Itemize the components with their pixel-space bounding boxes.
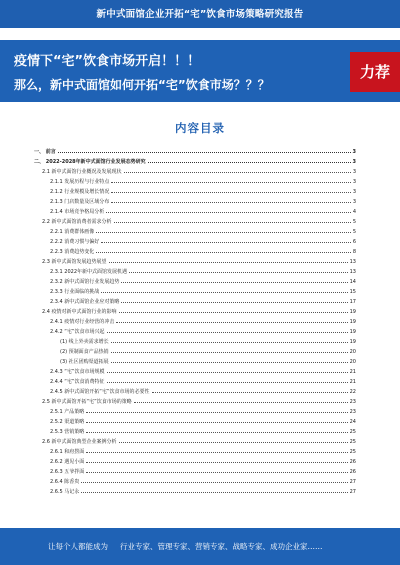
toc-leader-dots [111,352,348,353]
toc-leader-dots [107,382,348,383]
toc-leader-dots [111,202,350,203]
toc-page-number: 3 [352,199,356,205]
toc-page-number: 3 [352,149,356,155]
toc-entry[interactable] [34,325,356,335]
toc-entry[interactable] [34,255,356,265]
toc-entry[interactable] [34,155,356,165]
toc-entry[interactable] [34,285,356,295]
toc-leader-dots [119,312,348,313]
toc-page-number: 22 [349,389,356,395]
toc-leader-dots [107,332,348,333]
toc-entry-text: (2) 预制面食产品热销 [60,349,109,355]
toc-page-number: 26 [349,459,356,465]
toc-page-number: 13 [349,259,356,265]
toc-entry-text: 2.4.3 “宅”饮食市场规模 [50,369,105,375]
toc-entry[interactable] [34,455,356,465]
toc-entry[interactable] [34,375,356,385]
toc-leader-dots [134,402,348,403]
toc-entry-text: 2.4.4 “宅”饮食消费特征 [50,379,105,385]
toc-leader-dots [101,242,351,243]
toc-leader-dots [107,372,348,373]
toc-entry[interactable] [34,415,356,425]
toc-page-number: 5 [352,219,356,225]
toc-entry-text: 2.2.3 消费趋势变化 [50,249,95,255]
toc-entry-text: 2.2.1 消费群体画像 [50,229,95,235]
toc-entry-text: 2.3.3 行业面临的挑战 [50,289,100,295]
toc-entry[interactable] [34,225,356,235]
toc-entry-text: 2.6.2 遇见小面 [50,459,85,465]
toc-entry[interactable] [34,465,356,475]
toc-page-number: 21 [349,379,356,385]
footer-slogan-right: 行业专家、管理专家、营销专家、战略专家、成功企业家…… [120,542,323,551]
toc-leader-dots [148,162,351,163]
toc-leader-dots [86,452,347,453]
toc-entry[interactable] [34,345,356,355]
toc-entry-text: 2.6.1 和府捞面 [50,449,85,455]
toc-leader-dots [121,282,347,283]
toc-entry[interactable] [34,475,356,485]
toc-entry[interactable] [34,295,356,305]
toc-page-number: 19 [349,309,356,315]
toc-page-number: 19 [349,329,356,335]
toc-entry-text: 2.3.2 新中式面馆行业发展趋势 [50,279,120,285]
toc-entry-text: 2.1.4 市场竞争格局分析 [50,209,105,215]
toc-entry-text: 2.3.1 2022年新中式面馆发展机遇 [50,269,128,275]
toc-entry-text: 二、 2022-2028年新中式面馆行业发展态势研究 [34,159,146,165]
toc-entry-text: 2.4 疫情对新中式面馆行业的影响 [42,309,117,315]
toc-leader-dots [111,342,348,343]
toc-leader-dots [86,412,347,413]
toc-page-number: 4 [352,209,356,215]
toc-leader-dots [58,152,351,153]
toc-page-number: 27 [349,479,356,485]
toc-entry-text: 一、 前言 [34,149,56,155]
toc-page-number: 5 [352,229,356,235]
toc-entry-text: 2.4.5 新中式面馆开拓“宅”饮食市场的必要性 [50,389,150,395]
toc-page-number: 3 [352,189,356,195]
toc-leader-dots [81,482,347,483]
toc-entry[interactable] [34,165,356,175]
toc-page-number: 19 [349,319,356,325]
toc-leader-dots [152,392,348,393]
toc-page-number: 17 [349,299,356,305]
toc-entry[interactable] [34,445,356,455]
toc-entry-text: 2.2 新中式面馆消费者需求分析 [42,219,112,225]
toc-leader-dots [116,322,347,323]
toc-entry-text: 2.4.1 疫情对行业经营的冲击 [50,319,115,325]
toc-page-number: 14 [349,279,356,285]
toc-entry-text: 2.6.3 五爷拌面 [50,469,85,475]
toc-page-number: 13 [349,269,356,275]
toc-title: 内容目录 [175,121,225,135]
toc-entry-text: 2.6.5 马记永 [50,489,80,495]
toc-page-number: 19 [349,339,356,345]
toc-entry-text: 2.5.2 渠道策略 [50,419,85,425]
toc-entry[interactable] [34,185,356,195]
toc-entry-text: 2.4.2 “宅”饮食市场兴起 [50,329,105,335]
toc-leader-dots [121,302,347,303]
toc-leader-dots [111,182,350,183]
toc-leader-dots [81,492,347,493]
toc-leader-dots [86,422,347,423]
toc-page-number: 25 [349,429,356,435]
toc-leader-dots [111,192,350,193]
toc-leader-dots [101,292,347,293]
toc-page-number: 6 [352,239,356,245]
toc-entry[interactable] [34,265,356,275]
toc-entry[interactable] [34,195,356,205]
toc-entry[interactable] [34,315,356,325]
toc-entry[interactable] [34,175,356,185]
toc-page-number: 25 [349,439,356,445]
toc-leader-dots [106,212,351,213]
toc-page-number: 26 [349,469,356,475]
toc-page-number: 27 [349,489,356,495]
toc-leader-dots [96,252,351,253]
toc-entry-text: (3) 社区团购渠道拓展 [60,359,109,365]
toc-entry[interactable] [34,435,356,445]
toc-entry[interactable] [34,335,356,345]
toc-entry[interactable] [34,245,356,255]
toc-page-number: 20 [349,349,356,355]
toc-page-number: 3 [352,179,356,185]
toc-entry-text: 2.5.1 产品策略 [50,409,85,415]
toc-entry[interactable] [34,235,356,245]
toc-entry-text: 2.5.3 营销策略 [50,429,85,435]
toc-entry[interactable] [34,275,356,285]
recommend-badge: 力荐 [350,52,400,92]
toc-leader-dots [96,232,351,233]
toc-leader-dots [86,432,347,433]
footer-slogan-left: 让每个人都能成为 [48,542,108,551]
toc-leader-dots [109,262,348,263]
toc-page-number: 8 [352,249,356,255]
toc-entry[interactable] [34,385,356,395]
toc-page-number: 23 [349,409,356,415]
header-bar [0,0,400,28]
toc-entry[interactable] [34,205,356,215]
headline-line-1: 疫情下“宅”饮食市场开启！！！ [14,54,201,69]
toc-page-number: 25 [349,449,356,455]
toc-page-number: 3 [352,169,356,175]
toc-page-number: 23 [349,399,356,405]
toc-entry-text: 2.6 新中式面馆典型企业案例分析 [42,439,117,445]
toc-entry-text: 2.5 新中式面馆开拓“宅”饮食市场的策略 [42,399,132,405]
toc-entry[interactable] [34,215,356,225]
toc-leader-dots [86,462,347,463]
headline-banner [0,40,400,102]
toc-entry-text: 2.3 新中式面馆发展趋势展望 [42,259,107,265]
toc-entry[interactable] [34,355,356,365]
toc-entry-text: (1) 线上外卖需求增长 [60,339,109,345]
toc-entry[interactable] [34,485,356,495]
toc-page-number: 21 [349,369,356,375]
toc-entry[interactable] [34,425,356,435]
toc-leader-dots [86,472,347,473]
toc-entry[interactable] [34,305,356,315]
toc-leader-dots [114,222,351,223]
headline-line-2: 那么，新中式面馆如何开拓“宅”饮食市场？？？ [14,78,270,92]
toc-entry-text: 2.6.4 陈香贵 [50,479,80,485]
toc-entry[interactable] [34,365,356,375]
toc-leader-dots [124,172,351,173]
toc-entry-text: 2.2.2 消费习惯与偏好 [50,239,100,245]
toc-entry-text: 2.1.2 行业规模及增长情况 [50,189,110,195]
toc-page-number: 20 [349,359,356,365]
report-title: 新中式面馆企业开拓“宅”饮食市场策略研究报告 [96,9,304,20]
toc-leader-dots [119,442,348,443]
toc-entry-text: 2.3.4 新中式面馆企业应对策略 [50,299,120,305]
toc-entry-text: 2.1 新中式面馆行业概况及发展现状 [42,169,122,175]
toc-page-number: 15 [349,289,356,295]
toc-entry[interactable] [34,145,356,155]
toc-entry[interactable] [34,405,356,415]
toc-page-number: 24 [349,419,356,425]
toc-entry-text: 2.1.3 门店数量及区域分布 [50,199,110,205]
toc-leader-dots [129,272,348,273]
toc-leader-dots [111,362,348,363]
footer-bar [0,528,400,565]
toc-page-number: 3 [352,159,356,165]
toc-entry-text: 2.1.1 发展历程与行业特点 [50,179,110,185]
toc-entry[interactable] [34,395,356,405]
